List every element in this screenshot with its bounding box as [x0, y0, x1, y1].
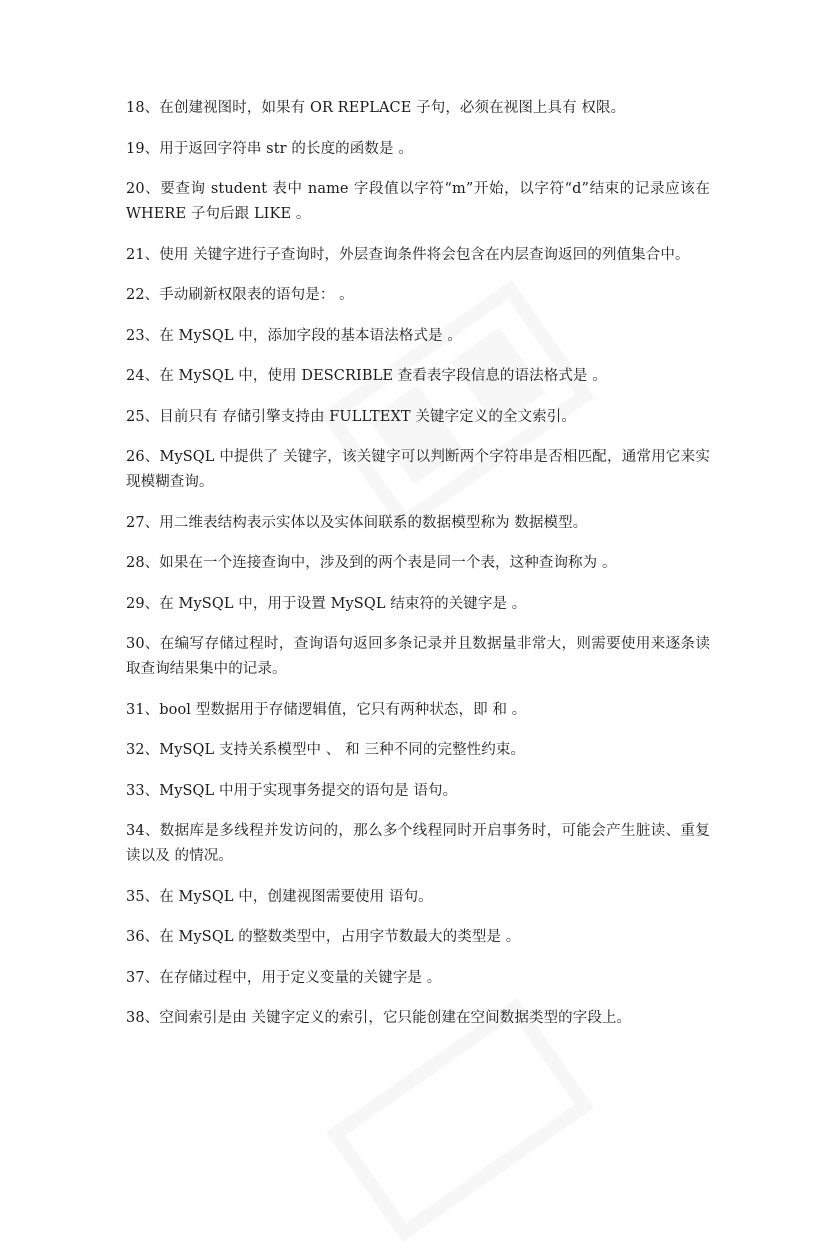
question-31: 31、bool 型数据用于存储逻辑值，它只有两种状态，即 和 。 [126, 701, 527, 718]
question-22: 22、手动刷新权限表的语句是： 。 [126, 287, 354, 303]
question-28: 28、如果在一个连接查询中，涉及到的两个表是同一个表，这种查询称为 。 [126, 555, 617, 571]
question-33: 33、MySQL 中用于实现事务提交的语句是 语句。 [126, 782, 458, 799]
question-18: 18、在创建视图时，如果有 OR REPLACE 子句，必须在视图上具有 权限。 [126, 100, 626, 116]
question-24: 24、在 MySQL 中，使用 DESCRIBLE 查看表字段信息的语法格式是 。 [126, 368, 607, 384]
question-25: 25、目前只有 存储引擎支持由 FULLTEXT 关键字定义的全文索引。 [126, 408, 576, 425]
question-36: 36、在 MySQL 的整数类型中，占用字节数最大的类型是 。 [126, 929, 521, 945]
question-37: 37、在存储过程中，用于定义变量的关键字是 。 [126, 969, 442, 986]
question-32: 32、MySQL 支持关系模型中 、 和 三种不同的完整性约束。 [126, 742, 526, 758]
question-34: 34、数据库是多线程并发访问的，那么多个线程同时开启事务时，可能会产生脏读、重复读以及 的情况。 [126, 823, 710, 864]
question-30: 30、在编写存储过程时，查询语句返回多条记录并且数据量非常大，则需要使用来逐条读取查询结果集中的记录。 [126, 636, 710, 677]
question-21: 21、使用 关键字进行子查询时，外层查询条件将会包含在内层查询返回的列值集合中。 [126, 246, 690, 263]
question-23: 23、在 MySQL 中，添加字段的基本语法格式是 。 [126, 327, 462, 344]
question-20: 20、要查询 student 表中 name 字段值以字符“m”开始，以字符“d”结束的记录应该在 WHERE 子句后跟 LIKE 。 [126, 181, 710, 222]
question-26: 26、MySQL 中提供了 关键字，该关键字可以判断两个字符串是否相匹配，通常用它来实现模糊查询。 [126, 449, 710, 490]
question-27: 27、用二维表结构表示实体以及实体间联系的数据模型称为 数据模型。 [126, 514, 588, 531]
question-19: 19、用于返回字符串 str 的长度的函数是 。 [126, 140, 413, 157]
question-29: 29、在 MySQL 中，用于设置 MySQL 结束符的关键字是 。 [126, 595, 527, 612]
question-38: 38、空间索引是由 关键字定义的索引，它只能创建在空间数据类型的字段上。 [126, 1010, 632, 1026]
question-35: 35、在 MySQL 中，创建视图需要使用 语句。 [126, 888, 433, 905]
question-list [126, 96, 710, 1047]
